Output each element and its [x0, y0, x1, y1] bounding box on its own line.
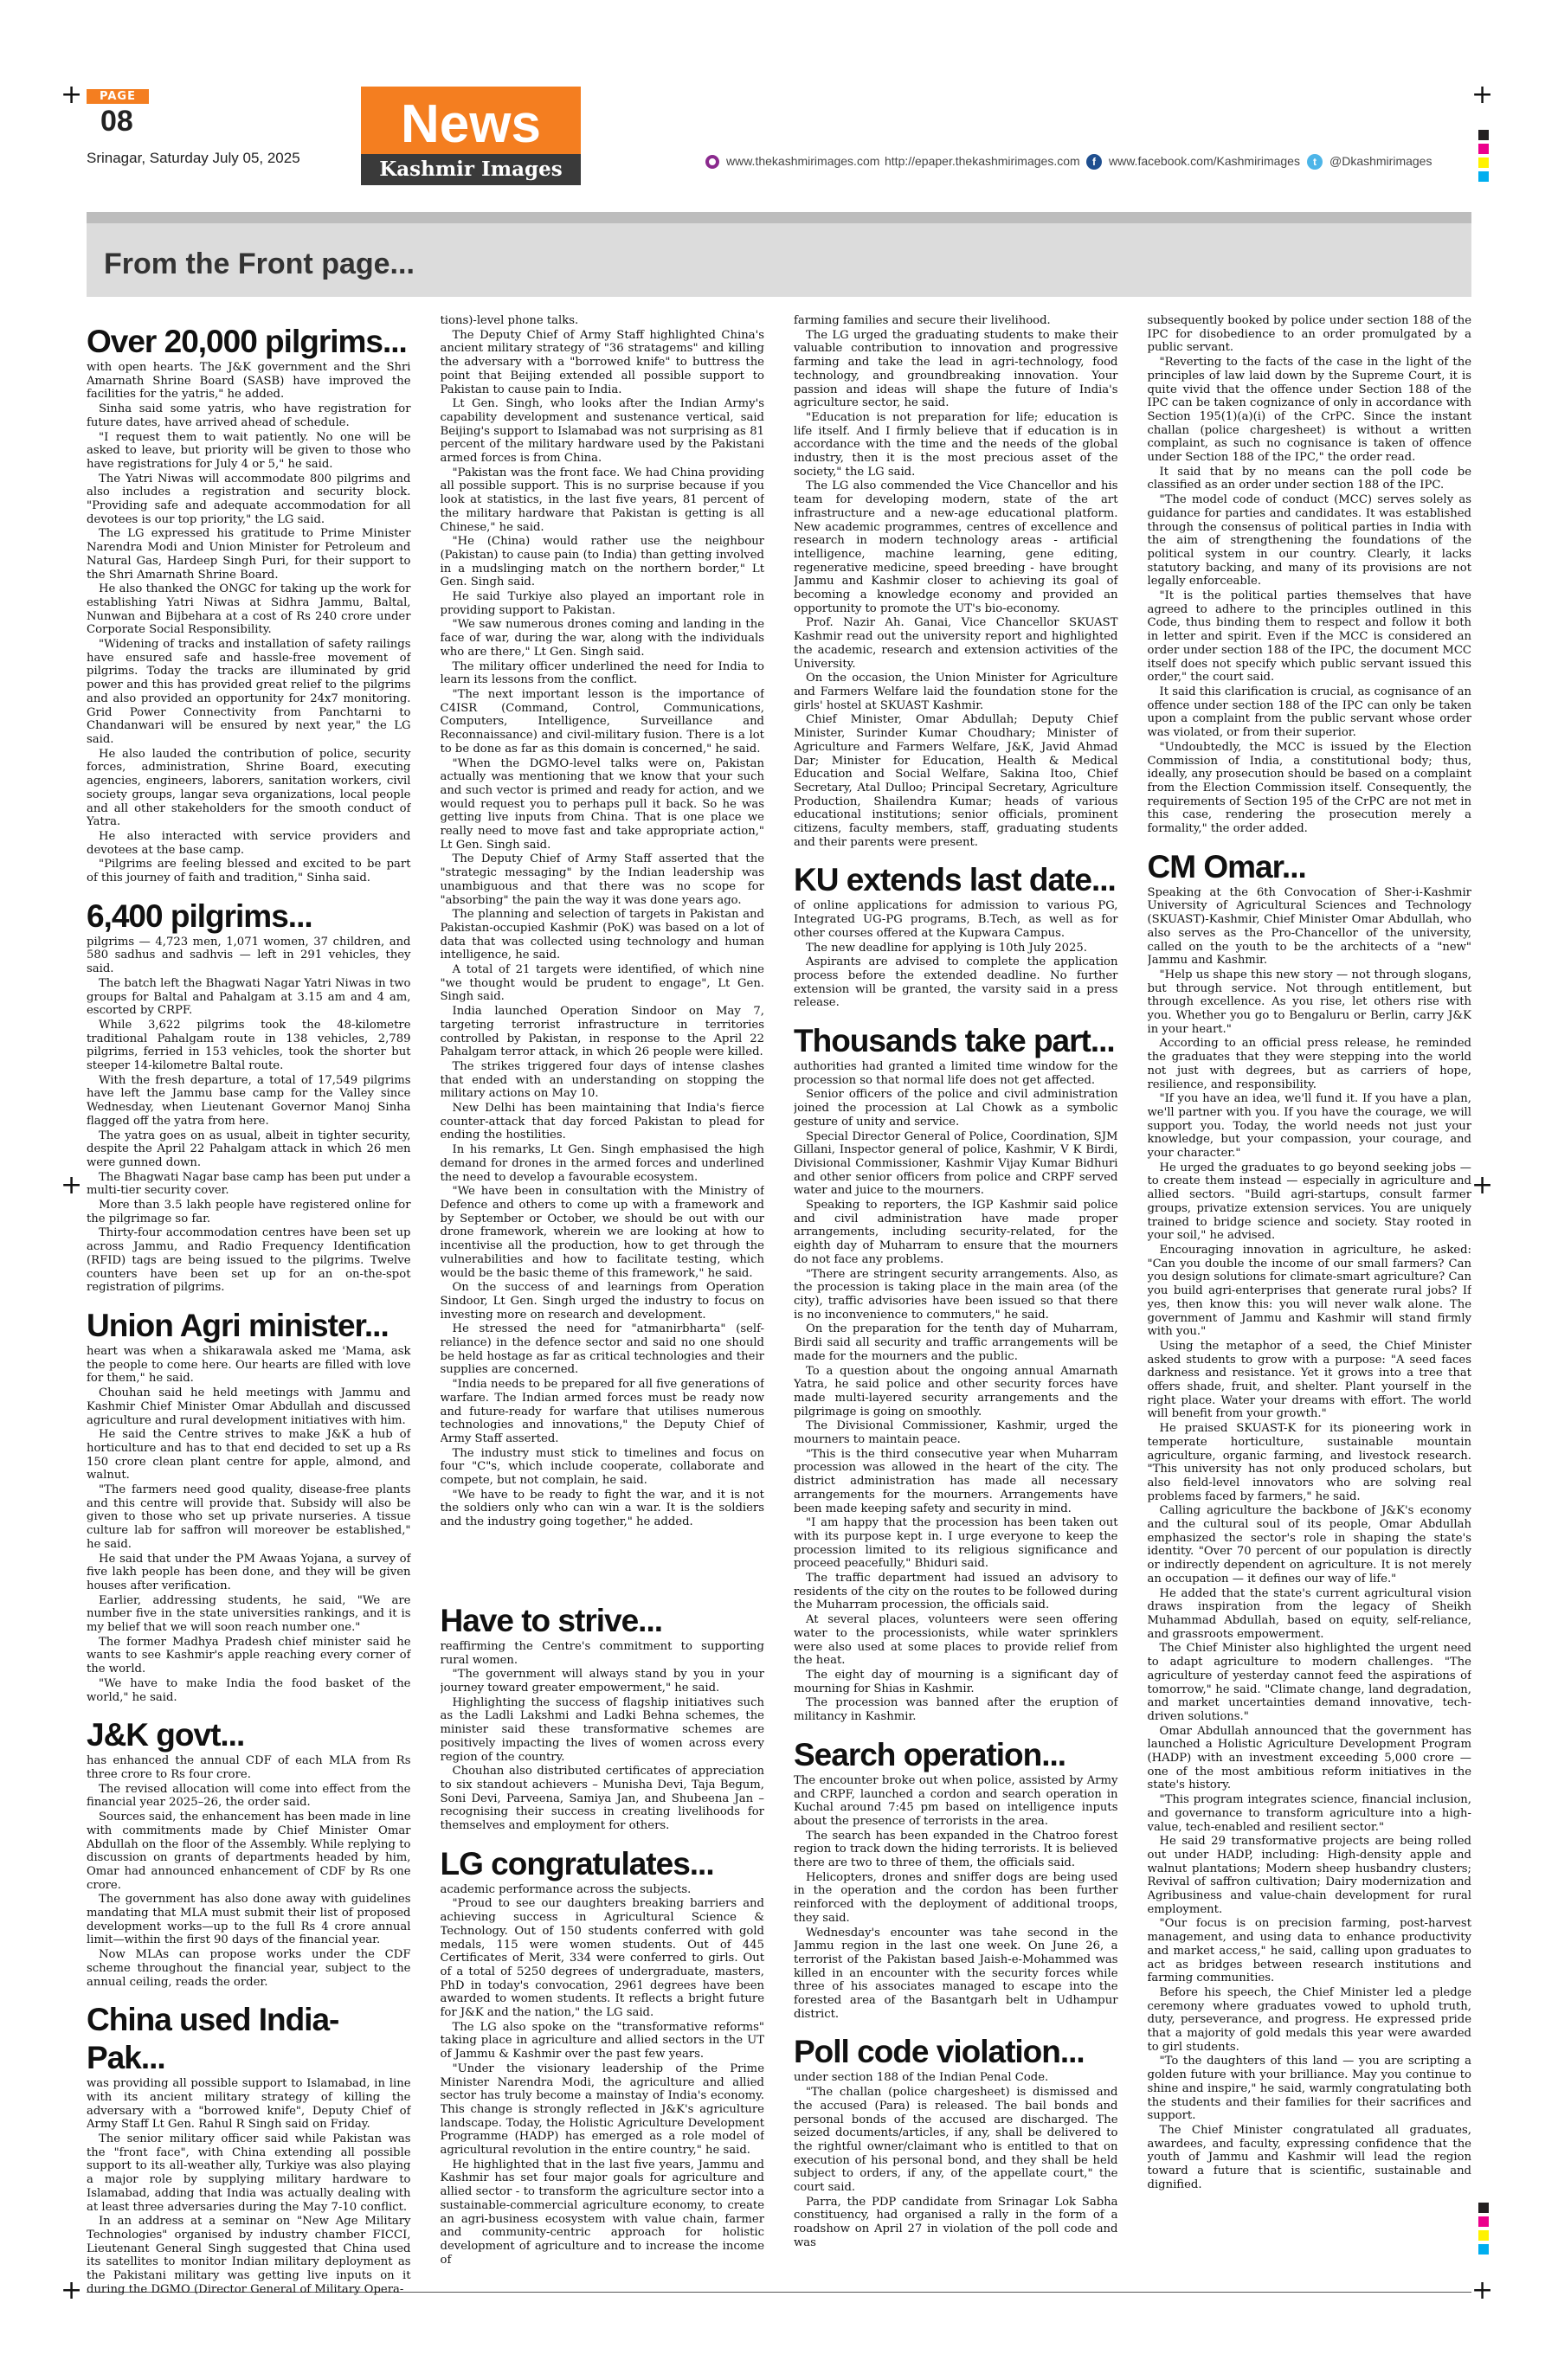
article-paragraph: He praised SKUAST-K for its pioneering work in temperate horticulture, sustainable mountain agriculture, organic farming, and livestock research. "This university has not only produced scholars, but also field-level innovators who are solving real problems faced by farmers," he said. — [1147, 1422, 1471, 1503]
article-paragraph: "If you have an idea, we'll fund it. If you have a plan, we'll partner with you. If you have the courage, we will support you. Today, the world needs not just your knowledge, but your compassion, your courage, and your character." — [1147, 1092, 1471, 1161]
article-paragraph: Using the metaphor of a seed, the Chief Minister asked students to grow with a purpose: "A seed faces darkness and resistance. Yet it grows into a tree that offers shade, fruit, and shelter. Plant yourself in the right place. Water your dreams with effort. The world will benefit from your growth." — [1147, 1339, 1471, 1421]
article-paragraph: Sinha said some yatris, who have registration for future dates, have arrived ahead of schedule. — [87, 402, 411, 429]
article-paragraph: "This program integrates science, financial inclusion, and governance to transform agriculture into a high-value, tech-enabled and resilient sector." — [1147, 1793, 1471, 1834]
color-calibration-bar — [1478, 2203, 1489, 2258]
article-paragraph: To a question about the ongoing annual Amarnath Yatra, he said police and other security forces have made multi-layered security arrangements and the pilgrimage is going on smoothly. — [794, 1364, 1118, 1418]
article-paragraph: Earlier, addressing students, he said, "We are number five in the state universities rankings, and it is my belief that we will soon reach number one." — [87, 1593, 411, 1635]
article-paragraph: While 3,622 pilgrims took the 48-kilometre traditional Pahalgam route in 138 vehicles, 2,789 pilgrims, ferried in 153 vehicles, took the shorter but steeper 14-kilometre Baltal route. — [87, 1018, 411, 1073]
article-paragraph: "I am happy that the procession has been taken out with its purpose kept in. I urge everyone to keep the procession limited to its religious significance and proceed peacefully," Bhiduri said. — [794, 1516, 1118, 1571]
article-paragraph: was providing all possible support to Islamabad, in line with its ancient military strategy of killing the adversary with a "borrowed knife", Deputy Chief of Army Staff Lt Gen. Rahul R Singh said on Friday. — [87, 2077, 411, 2132]
article-paragraph: "The model code of conduct (MCC) serves solely as guidance for parties and candidates. It was established through the consensus of political parties in India with the aim of strengthening the foundations of the political system in our country. Clearly, it lacks statutory backing, and many of its provisions are not legally enforceable. — [1147, 493, 1471, 589]
article-paragraph: He said Turkiye also played an important role in providing support to Pakistan. — [440, 590, 764, 617]
article-paragraph: The eight day of mourning is a significant day of mourning for Shias in Kashmir. — [794, 1668, 1118, 1695]
article-paragraph: The former Madhya Pradesh chief minister said he wants to see Kashmir's apple reaching every corner of the world. — [87, 1635, 411, 1676]
registration-mark: + — [1471, 80, 1494, 110]
article-paragraph: He also lauded the contribution of police, security forces, administration, Shrine Board, executing agencies, engineers, laborers, sanitation workers, civil society groups, langar seva organizations, local people and all other stakeholders for the smooth conduct of Yatra. — [87, 747, 411, 829]
article-paragraph: The LG expressed his gratitude to Prime Minister Narendra Modi and Union Minister for Petroleum and Natural Gas, Hardeep Singh Puri, for their support to the Shri Amarnath Shrine Board. — [87, 527, 411, 582]
article-paragraph: The industry must stick to timelines and focus on four "C"s, which include cooperate, collaborate and compete, but not complain, he said. — [440, 1446, 764, 1488]
column-4 — [1148, 314, 1472, 2296]
article — [794, 1736, 1118, 2022]
registration-mark: + — [61, 1170, 83, 1200]
article-paragraph: Sources said, the enhancement has been made in line with commitments made by Chief Minister Omar Abdullah on the floor of the Assembly. While replying to discussion on grants of departments headed by him, Omar had announced enhancement of CDF by Rs one crore. — [87, 1811, 411, 1892]
epaper-link[interactable]: http://epaper.thekashmirimages.com — [885, 154, 1080, 168]
article-paragraph: "We have been in consultation with the Ministry of Defence and others to come up with a framework and by September or October, we should be out with our drone framework, wherein we are looking at how to incentivise all the production, how to get through the vulnerabilities and how to facilitate testing, which would be the basic theme of this framework," he said. — [440, 1185, 764, 1280]
article-paragraph: reaffirming the Centre's commitment to supporting rural women. — [440, 1639, 764, 1667]
article — [87, 1307, 411, 1704]
section-header — [87, 212, 1471, 297]
article-paragraph: authorities had granted a limited time window for the procession so that normal life does not get affected. — [794, 1060, 1118, 1087]
page-label: PAGE — [87, 89, 149, 104]
article-paragraph: He also thanked the ONGC for taking up the work for establishing Yatri Niwas at Sidhra Jammu, Baltal, Nunwan and Bijbehara at a cost of Rs 240 crore under Corporate Social Responsibility. — [87, 582, 411, 637]
article-paragraph: Omar Abdullah announced that the government has launched a Holistic Agriculture Development Program (HADP) with an investment exceeding 5,000 crore — one of the most ambitious reform initiatives in the state's history. — [1147, 1724, 1471, 1792]
dateline: Srinagar, Saturday July 05, 2025 — [87, 150, 300, 166]
article-paragraph: Now MLAs can propose works under the CDF scheme throughout the financial year, subject to the annual ceiling, reads the order. — [87, 1948, 411, 1989]
article-paragraph: Speaking at the 6th Convocation of Sher-i-Kashmir University of Agricultural Sciences and Technology (SKUAST)-Kashmir, Chief Minister Omar Abdullah, who also serves as the Pro-Chancellor of the university, called on the youth to be the architects of a "new" Jammu and Kashmir. — [1147, 885, 1471, 968]
article-headline: Search operation... — [794, 1736, 1066, 1772]
article-paragraph: The Deputy Chief of Army Staff asserted that the "strategic messaging" by the Indian leadership was unambiguous and that there was no scope for "absorbing" the pain the way it was done years ago. — [440, 852, 764, 907]
article-paragraph: He said that under the PM Awaas Yojana, a survey of five lakh people has been done, and they will be given houses after verification. — [87, 1552, 411, 1592]
column-1 — [87, 314, 411, 2296]
article-paragraph: Chief Minister, Omar Abdullah; Deputy Chief Minister, Surinder Kumar Choudhary; Minister of Agriculture and Farmers Welfare, J&K, Javid Ahmad Dar; Minister for Education, Health & Medical Education and Social Welfare, Sakina Itoo, Chief Secretary, Atal Dulloo; Principal Secretary, Agriculture Production, Shailendra Kumar; heads of various educational institutions; senior officials, prominent citizens, faculty members, staff, graduating students and their parents were present. — [794, 713, 1118, 849]
article-paragraph: Wednesday's encounter was tahe second in the Jammu region in the last one week. On June 26, a terrorist of the Pakistan based Jaish-e-Mohammed was killed in an encounter with the security forces while three of his associates managed to escape into the forested area of the Basantgarh belt in Udhampur district. — [794, 1926, 1118, 2021]
article-paragraph: "We have to make India the food basket of the world," he said. — [87, 1676, 411, 1704]
article-paragraph: "I request them to wait patiently. No one will be asked to leave, but priority will be given to those who have registrations for July 4 or 5," he said. — [87, 430, 411, 471]
article-paragraph: "Widening of tracks and installation of safety railings have ensured safe and hassle-free movement of pilgrims. Today the tracks are illuminated by grid power and this has provided great relief to the pilgrims and also provided an opportunity for 24x7 monitoring. Grid Power Connectivity from Panchtarni to Chandanwari will be ensured by next year," the LG said. — [87, 638, 411, 746]
article-paragraph: "The farmers need good quality, disease-free plants and this centre will provide that. Subsidy will also be given to those who set up private nurseries. A tissue culture lab for saffron will moreover be established," he said. — [87, 1483, 411, 1551]
article — [441, 1541, 765, 1833]
color-calibration-bar — [1478, 130, 1489, 185]
article-paragraph: With the fresh departure, a total of 17,549 pilgrims have left the Jammu base camp for the Valley since Wednesday, when Lieutenant Governor Manoj Sinha flagged off the yatra from here. — [87, 1073, 411, 1128]
article-paragraph: The Chief Minister congratulated all graduates, awardees, and faculty, expressing confidence that the youth of Jammu and Kashmir will lead the region toward a future that is scientific, sustainable and dignified. — [1147, 2124, 1471, 2191]
article — [794, 2033, 1118, 2249]
article-paragraph: On the success of and learnings from Operation Sindoor, Lt Gen. Singh urged the industry to focus on investing more on research and development. — [440, 1281, 764, 1322]
article-paragraph: subsequently booked by police under section 188 of the IPC for disobedience to an order promulgated by a public servant. — [1147, 314, 1471, 355]
article-paragraph: "Under the visionary leadership of the Prime Minister Narendra Modi, the agriculture and allied sector has truly become a mainstay of India's economy. This change is strongly reflected in J&K's agriculture landscape. Today, the Holistic Agriculture Development Programme (HADP) has emerged as a role model of agricultural revolution in the entire country," he said. — [440, 2062, 764, 2158]
article-headline: Union Agri minister... — [87, 1308, 389, 1343]
article-paragraph: The military officer underlined the need for India to learn its lessons from the conflict. — [440, 659, 764, 687]
article-paragraph: The procession was banned after the eruption of militancy in Kashmir. — [794, 1696, 1118, 1724]
article-paragraph: The Deputy Chief of Army Staff highlighted China's ancient military strategy of "36 stratagems" and killing the adversary with a "borrowed knife" to buttress the point that Beijing extended all possible support to Pakistan to cause pain to India. — [440, 328, 764, 396]
article-paragraph: It said this clarification is crucial, as cognisance of an offence under section 188 of the IPC can only be taken upon a complaint from the public servant whose order was violated, or from their superior. — [1147, 685, 1471, 740]
masthead-subtitle: Kashmir Images — [361, 154, 581, 185]
article-headline: China used India-Pak... — [87, 2002, 339, 2076]
article-paragraph: "We have to be ready to fight the war, and it is not the soldiers only who can win a war. It is the soldiers and the industry going together," he added. — [440, 1488, 764, 1529]
article-paragraph: Before his speech, the Chief Minister led a pledge ceremony where graduates vowed to uphold truth, duty, perseverance, and progress. He expressed pride that a majority of gold medals this year were awarded to girl students. — [1147, 1985, 1471, 2054]
article-paragraph: The senior military officer said while Pakistan was the "front face", with China extending all possible support to its all-weather ally, Turkiye was also playing a major role by supplying military hardware to Islamabad, adding that India was actually dealing with at least three adversaries during the May 7-10 conflict. — [87, 2132, 411, 2214]
article-paragraph: Aspirants are advised to complete the application process before the extended deadline. No further extension will be granted, the varsity said in a press release. — [794, 955, 1118, 1010]
article-paragraph: Thirty-four accommodation centres have been set up across Jammu, and Radio Frequency Identification (RFID) tags are being issued to the pilgrims. Twelve counters have been set up for an on-the-spot registration of pilgrims. — [87, 1226, 411, 1295]
article-paragraph: "The next important lesson is the importance of C4ISR (Command, Control, Communications, Computers, Intelligence, Surveillance and Reconnaissance) and civil-military fusion. There is a lot to be done as far as this domain is concerned," he said. — [440, 687, 764, 756]
article-headline: Poll code violation... — [794, 2034, 1085, 2070]
article-paragraph: The LG also spoke on the "transformative reforms" taking place in agriculture and allied sectors in the UT of Jammu & Kashmir over the past few years. — [440, 2020, 764, 2062]
article-paragraph: "Reverting to the facts of the case in the light of the principles of law laid down by the Supreme Court, it is quite vivid that the offence under Section 188 of the IPC can be taken cognizance of only in accordance with Section 195(1)(a)(i) of the CrPC. Since the instant challan (police chargesheet) is without a written complaint, as such no cognisance is taken of offence under Section 188 of the IPC," the order read. — [1147, 356, 1471, 465]
article-paragraph: The revised allocation will come into effect from the financial year 2025–26, the order said. — [87, 1782, 411, 1810]
article-paragraph: "Help us shape this new story — not through slogans, but through service. Not through entitlement, but through excellence. As you rise, let others rise with you. Whether you go to Bengaluru or Berlin, carry J&K in your heart." — [1147, 968, 1471, 1036]
article-paragraph: At several places, volunteers were seen offering water to the processionists, while water sprinklers were also used at some places to provide relief from the heat. — [794, 1613, 1118, 1668]
masthead-title: News — [401, 94, 541, 154]
article-paragraph: He also interacted with service providers and devotees at the base camp. — [87, 829, 411, 857]
article-paragraph: More than 3.5 lakh people have registered online for the pilgrimage so far. — [87, 1199, 411, 1225]
article-paragraph: Chouhan also distributed certificates of appreciation to six standout achievers – Munisha Devi, Taja Begum, Soni Devi, Parveena, Samiya Jan, and Shubeena Jan – recognising their success in creating livelihoods for themselves and employment for others. — [440, 1765, 764, 1833]
twitter-link[interactable]: t @Dkashmirimages — [1307, 154, 1432, 170]
article-headline: CM Omar... — [1147, 848, 1306, 884]
article-paragraph: The Chief Minister also highlighted the urgent need to adapt agriculture to modern challenges. "The agriculture of yesterday cannot feed the aspirations of tomorrow," he said. "Climate change, land degradation, and market uncertainties demand innovative, tech-driven solutions." — [1147, 1642, 1471, 1723]
globe-icon — [705, 155, 719, 169]
registration-mark: + — [61, 2275, 83, 2306]
article-paragraph: "Our focus is on precision farming, post-harvest management, and using data to enhance productivity and market access," he said, calling upon graduates to act as bridges between research institutions and farming communities. — [1147, 1917, 1471, 1985]
article-paragraph: Senior officers of the police and civil administration joined the procession at Lal Chowk as a symbolic gesture of unity and service. — [794, 1088, 1118, 1129]
article-paragraph: The traffic department had issued an advisory to residents of the city on the routes to be followed during the Muharram procession, the officials said. — [794, 1572, 1118, 1612]
registration-mark: + — [1471, 1170, 1494, 1200]
article-paragraph: In an address at a seminar on "New Age Military Technologies" organised by industry chamber FICCI, Lieutenant General Singh suggested that China used its satellites to monitor Indian military deployment as the Pakistani military was getting live inputs on it during the DGMO (Director General of Military Opera- — [87, 2215, 411, 2296]
article-headline: J&K govt... — [87, 1717, 245, 1753]
article-paragraph: "We saw numerous drones coming and landing in the face of war, during the war, along with the individuals who are there," Lt Gen. Singh said. — [440, 618, 764, 659]
article-paragraph: He said the Centre strives to make J&K a hub of horticulture and has to that end decided to set up a Rs 150 crore clean plant centre for apple, almond, and walnut. — [87, 1428, 411, 1483]
article — [794, 861, 1118, 1010]
article-paragraph: Chouhan said he held meetings with Jammu and Kashmir Chief Minister Omar Abdullah and discussed agriculture and rural development initiatives with him. — [87, 1386, 411, 1427]
article-paragraph: He urged the graduates to go beyond seeking jobs — to create them instead — especially in agriculture and allied sectors. "Build agri-startups, consult farmer groups, privatize extension services. You are uniquely trained to bridge science and society. Stay rooted in your soil," he advised. — [1147, 1161, 1471, 1243]
article-paragraph: Lt Gen. Singh, who looks after the Indian Army's capability development and sustenance vertical, said Beijing's support to Islamabad was not surprising as 81 percent of the military hardware used by the Pakistani armed forces is from China. — [440, 397, 764, 466]
article-paragraph: Highlighting the success of flagship initiatives such as the Ladli Lakshmi and Ladki Behna schemes, the minister said these transformative schemes are positively impacting the lives of women across every region of the country. — [440, 1695, 764, 1764]
column-3 — [794, 314, 1118, 2296]
article-paragraph: "When the DGMO-level talks were on, Pakistan actually was mentioning that we know that your such and such vector is primed and ready for action, and we would request you to perhaps pull it back. So he was getting live inputs from China. That is one place we really need to move fast and take appropriate action," Lt Gen. Singh said. — [440, 756, 764, 852]
article-paragraph: "Pakistan was the front face. We had China providing all possible support. This is no surprise because if you look at statistics, in the last five years, 81 percent of the military hardware that Pakistan is getting is all Chinese," he said. — [440, 466, 764, 534]
article-paragraph: farming families and secure their livelihood. — [794, 314, 1051, 327]
article-paragraph: "India needs to be prepared for all five generations of warfare. The Indian armed forces must be ready now and future-ready for warfare that utilises numerous technologies and innovations," the Deputy Chief of Army Staff asserted. — [440, 1378, 764, 1445]
section-title: From the Front page... — [104, 248, 415, 280]
article-paragraph: "The government will always stand by you in your journey toward greater empowerment," he said. — [440, 1668, 764, 1695]
article-paragraph: The encounter broke out when police, assisted by Army and CRPF, launched a cordon and search operation in Kuchal around 7:45 pm based on intelligence inputs about the presence of terrorists in the area. — [794, 1773, 1118, 1828]
article — [794, 314, 1118, 849]
article-paragraph: "This is the third consecutive year when Muharram procession was allowed in the heart of the city. The district administration has made all necessary arrangements for the mourners. Arrangements have been made keeping safety and security in mind. — [794, 1447, 1118, 1515]
article-paragraph: Helicopters, drones and sniffer dogs are being used in the operation and the cordon has been further reinforced with the deployment of additional troops, they said. — [794, 1870, 1118, 1925]
article-paragraph: academic performance across the subjects. — [440, 1882, 692, 1896]
article-paragraph: In his remarks, Lt Gen. Singh emphasised the high demand for drones in the armed forces and underlined the need to develop a favourable ecosystem. — [440, 1143, 764, 1184]
article-paragraph: The LG urged the graduating students to make their valuable contribution to innovation and progressive farming and take the lead in agri-technology, food technology, and groundbreaking innovation. Your passion and ideas will shape the future of India's agriculture sector, he said. — [794, 328, 1118, 410]
article — [87, 1716, 411, 1989]
article-paragraph: Encouraging innovation in agriculture, he asked: "Can you double the income of our small farmers? Can you design solutions for climate-smart agriculture? Can you build agri-enterprises that generate rural jobs? If yes, then know this: you will never walk alone. The government of Jammu and Kashmir will stand firmly with you." — [1147, 1244, 1471, 1339]
article-paragraph: On the preparation for the tenth day of Muharram, Birdi said all security and traffic arrangements will be made for the mourners and the public. — [794, 1322, 1118, 1363]
article — [87, 2001, 411, 2296]
article-headline: KU extends last date... — [794, 862, 1116, 898]
article-headline: LG congratulates... — [440, 1845, 714, 1881]
article-paragraph: "It is the political parties themselves that have agreed to adhere to the principles outlined in this Code, thus binding them to respect and follow it both in letter and spirit. Even if the MCC is considered an order under section 188 of the IPC, the document MCC itself does not specify which public servant issued this order," the court said. — [1147, 589, 1471, 685]
article-paragraph: Prof. Nazir Ah. Ganai, Vice Chancellor SKUAST Kashmir read out the university report and highlighted the academic, research and extension activities of the University. — [794, 616, 1118, 671]
article-paragraph: "He (China) would rather use the neighbour (Pakistan) to cause pain (to India) than getting involved in a mudslinging match on the northern border," Lt Gen. Singh said. — [440, 535, 764, 589]
article-paragraph: It said that by no means can the poll code be classified as an order under section 188 of the IPC. — [1147, 465, 1471, 492]
article-paragraph: The government has also done away with guidelines mandating that MLA must submit their list of proposed development works—up to the full Rs 4 crore annual limit—within the first 90 days of the financial year. — [87, 1893, 411, 1947]
article-headline: Have to strive... — [440, 1602, 663, 1638]
article — [441, 314, 765, 1529]
article-paragraph: He said 29 transformative projects are being rolled out under HADP, including: High-density apple and walnut plantations; Modern sheep husbandry clusters; Revival of saffron cultivation; Dairy modernization and Agribusiness and value-chain development for rural employment. — [1147, 1835, 1471, 1916]
article-paragraph: tions)-level phone talks. — [440, 314, 579, 327]
article-paragraph: A total of 21 targets were identified, of which nine "we thought would be prudent to engage", Lt Gen. Singh said. — [440, 963, 764, 1004]
article-headline: Over 20,000 pilgrims... — [87, 324, 407, 359]
article — [87, 897, 411, 1295]
article-paragraph: He added that the state's current agricultural vision draws inspiration from the legacy of Sheikh Muhammad Abdullah, based on equity, self-reliance, and grassroots empowerment. — [1147, 1586, 1471, 1641]
page-badge — [87, 89, 149, 138]
article-columns — [87, 314, 1471, 2296]
article-paragraph: The Divisional Commissioner, Kashmir, urged the mourners to maintain peace. — [794, 1419, 1118, 1447]
article — [794, 1022, 1118, 1724]
article-paragraph: According to an official press release, he reminded the graduates that they were stepping into the world not just with degrees, but as carriers of hope, resilience, and responsibility. — [1147, 1037, 1471, 1091]
article-paragraph: The search has been expanded in the Chatroo forest region to track down the hiding terrorists. It is believed there are two to three of them, the officials said. — [794, 1829, 1118, 1870]
masthead — [361, 87, 581, 185]
article-paragraph: under section 188 of the Indian Penal Code. — [794, 2071, 1049, 2085]
article-paragraph: Special Director General of Police, Coordination, SJM Gillani, Inspector general of police, Kashmir, V K Birdi, Divisional Commissioner, Kashmir Vijay Kumar Bidhuri and other senior officers from police and CRPF served water and juice to the mourners. — [794, 1129, 1118, 1198]
article-paragraph: The strikes triggered four days of intense clashes that ended with an understanding on stopping the military actions on May 10. — [440, 1059, 764, 1101]
article-paragraph: "The challan (police chargesheet) is dismissed and the accused (Para) is released. The bail bonds and personal bonds of the accused are discharged. The seized documents/articles, if any, shall be delivered to the rightful owner/claimant who is entitled to that on execution of his personal bond, and they shall be held subject to orders, if any, of the appellate court," the court said. — [794, 2086, 1118, 2195]
article-paragraph: has enhanced the annual CDF of each MLA from Rs three crore to Rs four crore. — [87, 1754, 411, 1781]
article-paragraph: "Undoubtedly, the MCC is issued by the Election Commission of India, a constitutional body; thus, ideally, any prosecution should be based on a complaint from the Election Commission itself. Consequently, the requirements of Section 195 of the CrPC are not met in this case, rendering the prosecution merely a formality," the order added. — [1147, 740, 1471, 836]
article-paragraph: The batch left the Bhagwati Nagar Yatri Niwas in two groups for Baltal and Pahalgam at 3.15 am and 4 am, escorted by CRPF. — [87, 976, 411, 1018]
article-paragraph: The Bhagwati Nagar base camp has been put under a multi-tier security cover. — [87, 1170, 411, 1198]
article — [1148, 314, 1472, 836]
registration-mark: + — [61, 80, 83, 110]
article-paragraph: On the occasion, the Union Minister for Agriculture and Farmers Welfare laid the foundation stone for the girls' hostel at SKUAST Kashmir. — [794, 672, 1118, 712]
article-paragraph: of online applications for admission to various PG, Integrated UG-PG programs, B.Tech, as well as for other courses offered at the Kupwara Campus. — [794, 899, 1118, 940]
article-paragraph: India launched Operation Sindoor on May 7, targeting terrorist infrastructure in territories controlled by Pakistan, in response to the April 22 Pahalgam terror attack, in which 26 people were killed. — [440, 1005, 764, 1059]
article-paragraph: The yatra goes on as usual, albeit in tighter security, despite the April 22 Pahalgam attack in which 26 men were gunned down. — [87, 1129, 411, 1169]
twitter-icon: t — [1307, 154, 1323, 170]
facebook-link[interactable]: f www.facebook.com/Kashmirimages — [1086, 154, 1300, 170]
article-paragraph: The Yatri Niwas will accommodate 800 pilgrims and also includes a registration and security block. "Providing safe and adequate accommodation for all devotees is our top priority," the LG said. — [87, 472, 411, 526]
article — [441, 1845, 765, 2267]
article-paragraph: Speaking to reporters, the IGP Kashmir said police and civil administration have made proper arrangements, including security-related, for the eighth day of Muharram to ensure that the mourners do not face any problems. — [794, 1199, 1118, 1266]
article — [87, 323, 411, 885]
article-paragraph: "There are stringent security arrangements. Also, as the procession is taking place in the main area (of the city), traffic advisories have been issued so that there is no inconvenience to commuters," he said. — [794, 1267, 1118, 1322]
article-paragraph: "Pilgrims are feeling blessed and excited to be part of this journey of faith and tradition," Sinha said. — [87, 858, 411, 885]
article-paragraph: He stressed the need for "atmanirbharta" (self-reliance) in the defence sector and said no one should be held hostage as far as critical technologies and their supplies are concerned. — [440, 1322, 764, 1377]
article-paragraph: Calling agriculture the backbone of J&K's economy and the cultural soul of its people, Omar Abdullah emphasized the sector's role in shaping the state's identity. "Over 70 percent of our population is directly or indirectly dependent on agriculture. It is not merely an occupation — it defines our way of life." — [1147, 1504, 1471, 1586]
article-paragraph: New Delhi has been maintaining that India's fierce counter-attack that day forced Pakistan to plead for ending the hostilities. — [440, 1102, 764, 1142]
article-paragraph: heart was when a shikarawala asked me 'Mama, ask the people to come here. Our hearts are filled with love for them," he said. — [87, 1345, 411, 1386]
article-paragraph: Parra, the PDP candidate from Srinagar Lok Sabha constituency, had organised a rally in the form of a roadshow on April 27 in violation of the poll code and was — [794, 2195, 1118, 2249]
article-paragraph: pilgrims — 4,723 men, 1,071 women, 37 children, and 580 sadhus and sadhvis — left in 291 vehicles, they said. — [87, 935, 411, 976]
article-paragraph: The planning and selection of targets in Pakistan and Pakistan-occupied Kashmir (PoK) was based on a lot of data that was collected using technology and human intelligence, he said. — [440, 908, 764, 962]
article-paragraph: with open hearts. The J&K government and the Shri Amarnath Shrine Board (SASB) have improved the facilities for the yatris," he added. — [87, 361, 411, 402]
article-paragraph: The new deadline for applying is 10th July 2025. — [806, 941, 1087, 955]
website-link[interactable]: www.thekashmirimages.com — [705, 154, 879, 169]
article-paragraph: "Proud to see our daughters breaking barriers and achieving success in Agricultural Science & Technology. Out of 150 students conferred with gold medals, 115 were women students. Out of 445 Certificates of Merit, 334 were conferred to girls. Out of a total of 5250 degrees of undergraduate, masters, PhD in today's convocation, 2961 degrees have been awarded to women students. It reflects a bright future for J&K and the nation," the LG said. — [440, 1897, 764, 2020]
article-paragraph: He highlighted that in the last five years, Jammu and Kashmir has set four major goals for agriculture and allied sector - to transform the agriculture sector into a sustainable-commercial agriculture economy, to create an agri-business ecosystem with value chain, farmer and community-centric approach for holistic development of agriculture and to increase the income of — [440, 2158, 764, 2267]
article-paragraph: "To the daughters of this land — you are scripting a golden future with your brilliance. May you continue to shine and inspire," he said, warmly congratulating both the students and their families for their sacrifices and support. — [1147, 2055, 1471, 2123]
article — [1148, 848, 1472, 2192]
registration-mark: + — [1471, 2275, 1494, 2306]
article-paragraph: The LG also commended the Vice Chancellor and his team for developing modern, state of the art infrastructure and a new-age educational platform. New academic programmes, centres of excellence and research in modern technology areas - artificial intelligence, machine learning, gene editing, regenerative medicine, speed breeding - have brought Jammu and Kashmir closer to achieving its goal of becoming a knowledge economy and provided an opportunity to promote the UT's bio-economy. — [794, 479, 1118, 615]
article-headline: Thousands take part... — [794, 1023, 1115, 1059]
article-paragraph: "Education is not preparation for life; education is life itself. And I firmly believe that if education is in accordance with the time and the needs of the global industry, then it is the most precious asset of the society," the LG said. — [794, 410, 1118, 479]
article-headline: 6,400 pilgrims... — [87, 897, 312, 934]
page-number: 08 — [100, 105, 133, 138]
facebook-icon: f — [1086, 154, 1102, 170]
column-2 — [441, 314, 765, 2296]
